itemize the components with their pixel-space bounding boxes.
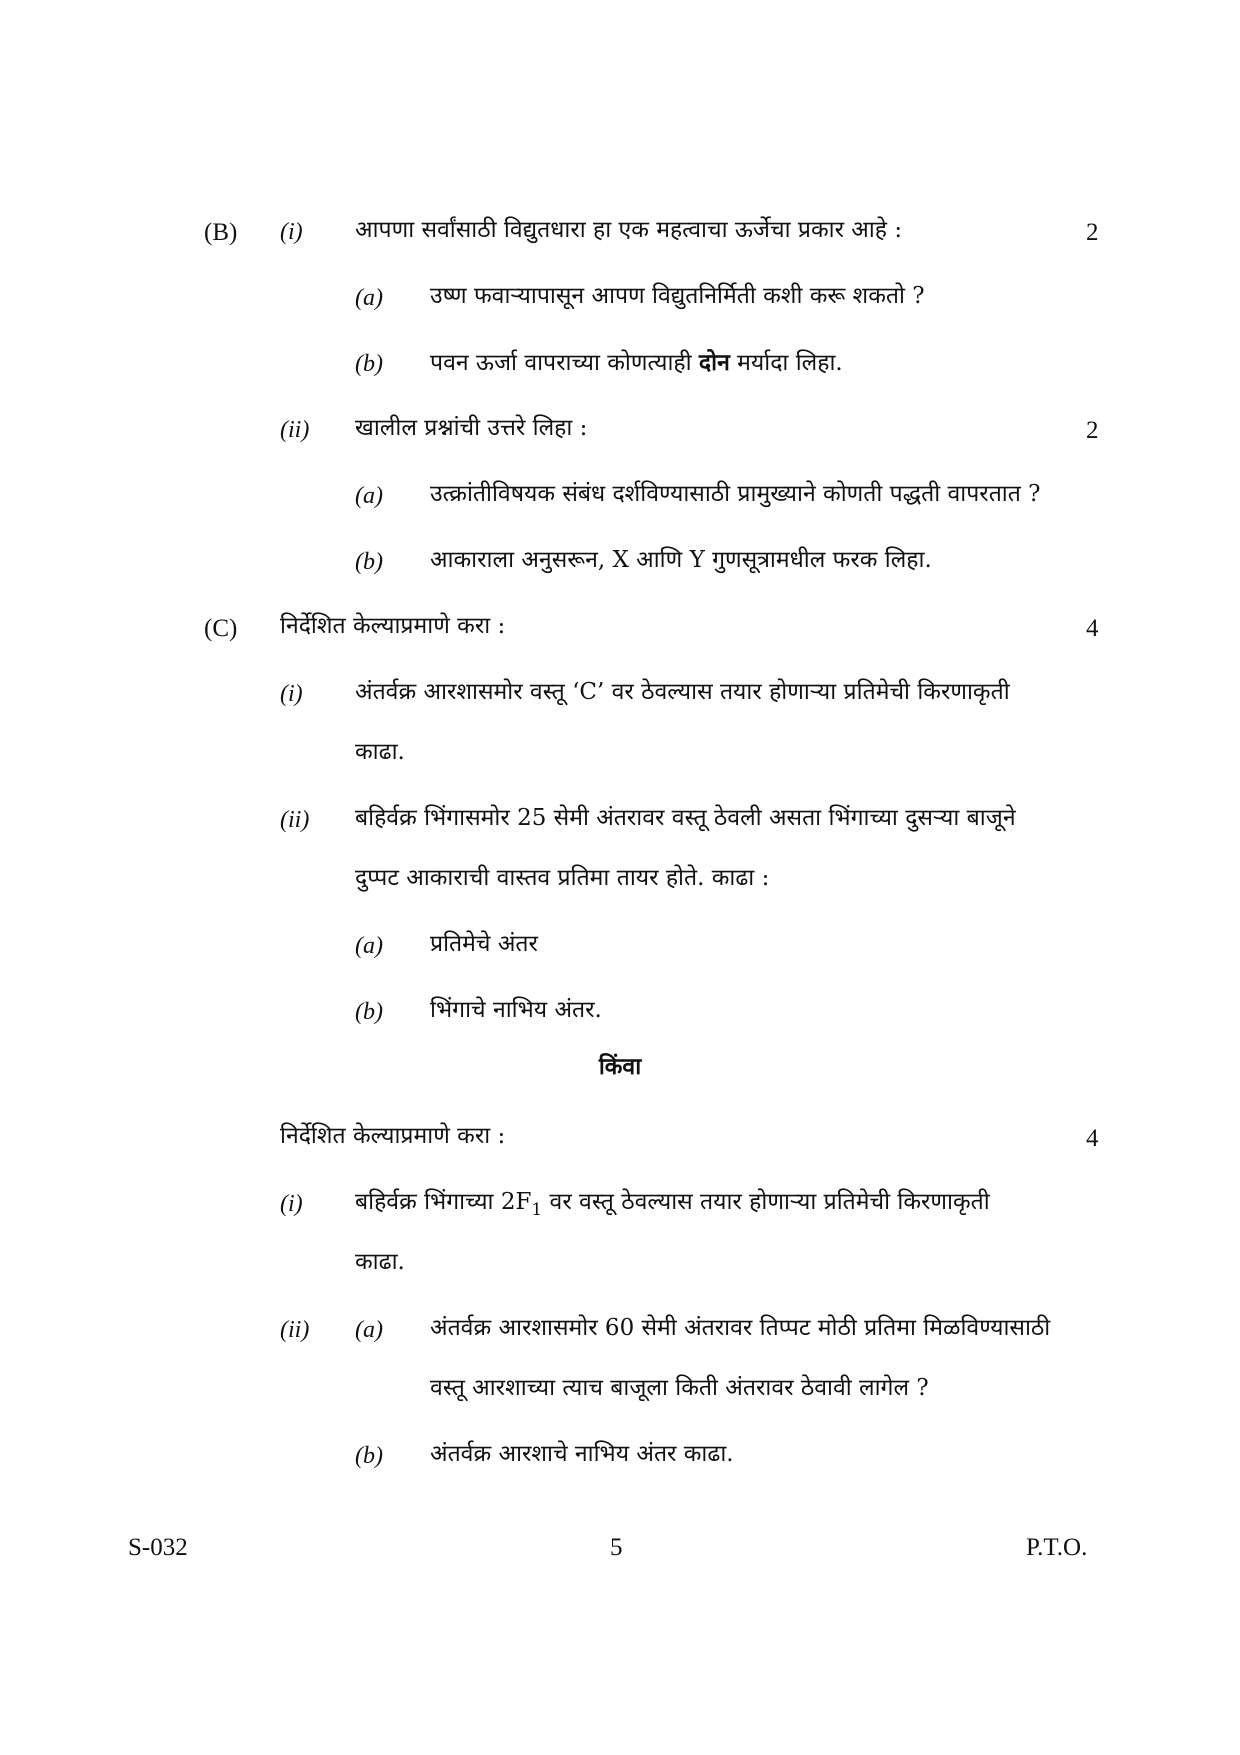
question-number: (i) — [280, 681, 303, 707]
subquestion-label: (b) — [355, 999, 383, 1025]
subquestion-label: (a) — [355, 483, 383, 509]
question-number: (i) — [280, 219, 303, 245]
page-number: 5 — [610, 1534, 623, 1561]
question-text-post: वर वस्तू ठेवल्यास तयार होणाऱ्या प्रतिमेची किरणाकृती — [549, 1189, 990, 1215]
subquestion-text: अंतर्वक्र आरशाचे नाभिय अंतर काढा. — [430, 1441, 734, 1467]
subquestion-text: अंतर्वक्र आरशासमोर 60 सेमी अंतरावर तिप्पट मोठी प्रतिमा मिळविण्यासाठी — [430, 1315, 1051, 1341]
question-marks: 2 — [1086, 417, 1099, 444]
subquestion-text — [430, 351, 843, 375]
emphasis-text: दोन — [698, 349, 730, 376]
subquestion-label: (a) — [355, 933, 383, 959]
question-text-continued: दुप्पट आकाराची वास्तव प्रतिमा तायर होते. काढा : — [355, 865, 770, 891]
question-number: (ii) — [280, 1317, 310, 1343]
subquestion-label: (a) — [355, 285, 383, 311]
subquestion-text-post: मर्यादा लिहा. — [737, 350, 843, 376]
subquestion-text: प्रतिमेचे अंतर — [430, 931, 538, 957]
subquestion-text: भिंगाचे नाभिय अंतर. — [430, 997, 602, 1023]
question-text: अंतर्वक्र आरशासमोर वस्तू ‘C’ वर ठेवल्यास तयार होणाऱ्या प्रतिमेची किरणाकृती — [355, 679, 1010, 705]
section-b-label: (B) — [204, 219, 238, 246]
question-text — [355, 1191, 990, 1219]
subquestion-text: उष्ण फवाऱ्यापासून आपण विद्युतनिर्मिती कशी करू शकतो ? — [430, 283, 925, 309]
question-number: (ii) — [280, 417, 310, 443]
subquestion-label: (b) — [355, 1443, 383, 1469]
question-number: (i) — [280, 1191, 303, 1217]
subquestion-text: आकाराला अनुसरून, X आणि Y गुणसूत्रामधील फरक लिहा. — [430, 547, 932, 573]
pto-label: P.T.O. — [1026, 1534, 1088, 1561]
section-instruction: निर्देशित केल्याप्रमाणे करा : — [280, 613, 506, 639]
subquestion-label: (a) — [355, 1317, 383, 1343]
subquestion-label: (b) — [355, 351, 383, 377]
question-marks: 4 — [1086, 1125, 1099, 1152]
or-heading: किंवा — [598, 1053, 642, 1080]
question-text: खालील प्रश्नांची उत्तरे लिहा : — [355, 415, 588, 441]
subquestion-text-continued: वस्तू आरशाच्या त्याच बाजूला किती अंतरावर ठेवावी लागेल ? — [430, 1375, 929, 1401]
paper-code: S-032 — [128, 1534, 188, 1561]
section-c-label: (C) — [204, 615, 238, 642]
subquestion-label: (b) — [355, 549, 383, 575]
question-marks: 4 — [1086, 615, 1099, 642]
question-text: आपणा सर्वांसाठी विद्युतधारा हा एक महत्वाचा ऊर्जेचा प्रकार आहे : — [355, 217, 903, 243]
subquestion-text: उत्क्रांतीविषयक संबंध दर्शविण्यासाठी प्रामुख्याने कोणती पद्धती वापरतात ? — [430, 481, 1041, 507]
subquestion-text-pre: पवन ऊर्जा वापराच्या कोणत्याही — [430, 350, 692, 376]
section-instruction: निर्देशित केल्याप्रमाणे करा : — [280, 1123, 506, 1149]
question-text: बहिर्वक्र भिंगासमोर 25 सेमी अंतरावर वस्तू ठेवली असता भिंगाच्या दुसऱ्या बाजूने — [355, 805, 1016, 831]
question-text-pre: बहिर्वक्र भिंगाच्या 2F — [355, 1189, 532, 1215]
subscript: 1 — [531, 1200, 543, 1220]
question-marks: 2 — [1086, 219, 1099, 246]
question-number: (ii) — [280, 807, 310, 833]
question-text-continued: काढा. — [355, 1249, 405, 1275]
question-text-continued: काढा. — [355, 739, 405, 765]
